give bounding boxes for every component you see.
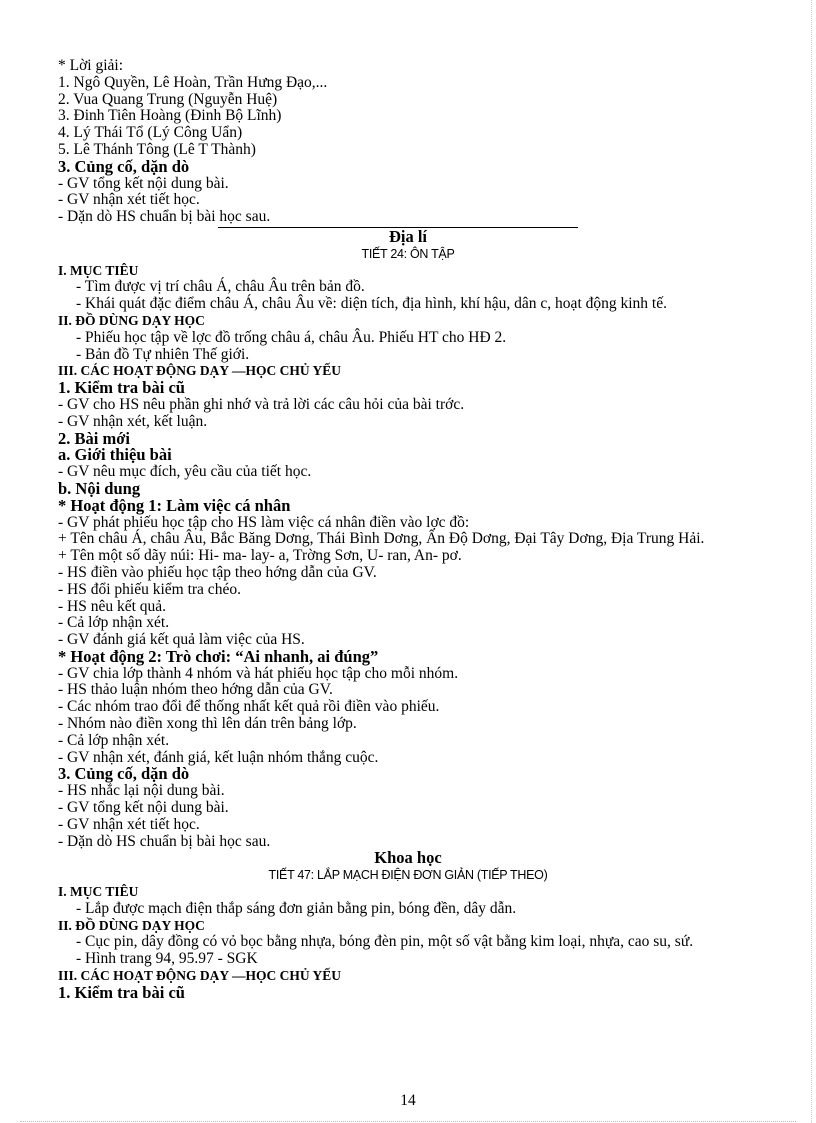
geo-activity1-line: - HS đổi phiếu kiểm tra chéo.	[58, 580, 241, 598]
sci-check-heading: 1. Kiểm tra bài cũ	[58, 982, 185, 1002]
geo-activity1-line: - GV phát phiếu học tập cho HS làm việc cá nhân điền vào lợc đồ:	[58, 513, 470, 531]
sci-activities-heading: III. CÁC HOẠT ĐỘNG DẠY —HỌC CHỦ YẾU	[58, 968, 342, 984]
geo-content-heading: b. Nội dung	[58, 478, 141, 498]
consolidation-heading: 3. Củng cố, dặn dò	[58, 156, 190, 176]
geo-activity1-line: - HS nêu kết quả.	[58, 597, 167, 615]
sci-material: - Cục pin, dây đồng có vỏ bọc bằng nhựa, bóng đèn pin, một số vật bằng kim loại, nhựa, cao su, sứ.	[76, 933, 694, 951]
sci-objectives-heading: I. MỤC TIÊU	[58, 884, 139, 900]
geo-check-heading: 1. Kiểm tra bài cũ	[58, 378, 185, 398]
geo-activity2-line: - GV chia lớp thành 4 nhóm và hát phiếu học tập cho mỗi nhóm.	[58, 664, 459, 682]
geo-consolidation-line: - Dặn dò HS chuẩn bị bài học sau.	[58, 832, 271, 850]
geo-activity2-line: - Cả lớp nhận xét.	[58, 731, 170, 749]
geo-activities-heading: III. CÁC HOẠT ĐỘNG DẠY —HỌC CHỦ YẾU	[58, 363, 342, 379]
geo-activity1-line: + Tên một số dãy núi: Hi- ma- lay- a, Trờng Sơn, U- ran, An- pơ.	[58, 547, 462, 565]
geo-activity2-heading: * Hoạt động 2: Trò chơi: “Ai nhanh, ai đúng”	[58, 646, 379, 666]
geo-material: - Phiếu học tập về lợc đồ trống châu á, châu Âu. Phiếu HT cho HĐ 2.	[76, 328, 507, 346]
sci-material: - Hình trang 94, 95.97 - SGK	[76, 950, 258, 968]
geo-activity2-line: - HS thảo luận nhóm theo hớng dẫn của GV.	[58, 681, 333, 699]
answers-heading: * Lời giải:	[58, 57, 124, 74]
geo-intro-heading: a. Giới thiệu bài	[58, 445, 172, 465]
geo-lesson-title: TIẾT 24: ÔN TẬP	[361, 246, 455, 261]
sci-lesson-title: TIẾT 47: LẮP MẠCH ĐIỆN ĐƠN GIẢN (TIẾP THEO)	[268, 868, 548, 883]
geo-consolidation-heading: 3. Củng cố, dặn dò	[58, 764, 190, 784]
geo-consolidation-line: - GV nhận xét tiết học.	[58, 815, 200, 833]
consolidation-line: - Dặn dò HS chuẩn bị bài học sau.	[58, 208, 271, 226]
geo-activity2-line: - Nhóm nào điền xong thì lên dán trên bảng lớp.	[58, 715, 357, 733]
geo-activity2-line: - GV nhận xét, đánh giá, kết luận nhóm thắng cuộc.	[58, 748, 379, 766]
document-page	[58, 58, 758, 1002]
geo-consolidation-line: - HS nhắc lại nội dung bài.	[58, 782, 225, 800]
geo-activity1-heading: * Hoạt động 1: Làm việc cá nhân	[58, 495, 291, 515]
geo-objective: - Tìm được vị trí châu Á, châu Âu trên bản đồ.	[76, 278, 365, 296]
geo-activity1-line: - GV đánh giá kết quả làm việc của HS.	[58, 631, 305, 649]
consolidation-line: - GV tổng kết nội dung bài.	[58, 174, 229, 192]
answer-item: 2. Vua Quang Trung (Nguyễn Huệ)	[58, 90, 278, 108]
geo-check-line: - GV nhận xét, kết luận.	[58, 412, 208, 430]
geo-check-line: - GV cho HS nêu phần ghi nhớ và trả lời các câu hỏi của bài trớc.	[58, 395, 465, 413]
geo-activity1-line: - Cả lớp nhận xét.	[58, 614, 170, 632]
sci-materials-heading: II. ĐỒ DÙNG DẠY HỌC	[58, 917, 205, 933]
sci-objective: - Lắp được mạch điện thắp sáng đơn giản bằng pin, bóng đền, dây dẫn.	[76, 899, 517, 917]
geo-material: - Bản đồ Tự nhiên Thế giới.	[76, 345, 250, 363]
geo-intro-line: - GV nêu mục đích, yêu cầu của tiết học.	[58, 463, 312, 481]
geo-activity1-line: - HS điền vào phiếu học tập theo hớng dẫn của GV.	[58, 563, 377, 581]
page-number: 14	[400, 1092, 416, 1109]
answer-item: 4. Lý Thái Tổ (Lý Công Uẩn)	[58, 124, 243, 142]
geo-consolidation-line: - GV tổng kết nội dung bài.	[58, 799, 229, 817]
geo-activity2-line: - Các nhóm trao đổi để thống nhất kết quả rồi điền vào phiếu.	[58, 698, 440, 716]
answer-item: 1. Ngô Quyền, Lê Hoàn, Trần Hưng Đạo,...	[58, 73, 328, 91]
geo-activity1-line: + Tên châu Á, châu Âu, Bắc Băng Dơng, Thái Bình Dơng, Ấn Độ Dơng, Đại Tây Dơng, Địa Trung Hải.	[58, 530, 705, 548]
answer-item: 5. Lê Thánh Tông (Lê T Thành)	[58, 140, 256, 158]
geo-objectives-heading: I. MỤC TIÊU	[58, 262, 139, 278]
page-right-border	[811, 0, 812, 1123]
geo-new-lesson-heading: 2. Bài mới	[58, 428, 130, 448]
geo-objective: - Khái quát đặc điểm châu Á, châu Âu về: diện tích, địa hình, khí hậu, dân c, hoạt động kinh tế.	[76, 295, 667, 313]
answer-item: 3. Đinh Tiên Hoàng (Đinh Bộ Lĩnh)	[58, 107, 282, 125]
consolidation-line: - GV nhận xét tiết học.	[58, 191, 200, 209]
geo-materials-heading: II. ĐỒ DÙNG DẠY HỌC	[58, 312, 205, 328]
sci-subject-title: Khoa học	[374, 848, 442, 868]
page-bottom-border	[20, 1121, 796, 1122]
geo-subject-title: Địa lí	[388, 226, 428, 246]
